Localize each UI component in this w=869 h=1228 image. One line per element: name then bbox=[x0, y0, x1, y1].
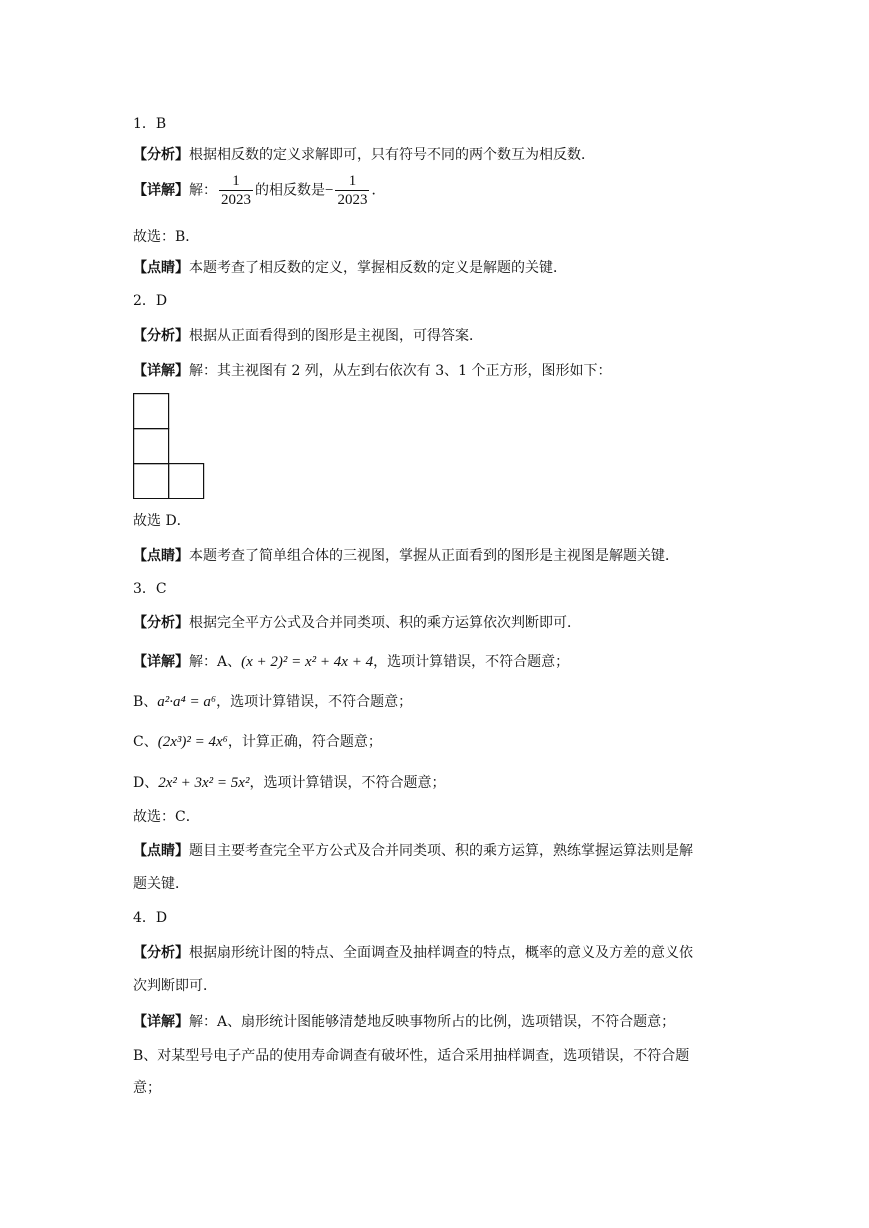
option-b-prefix: B、 bbox=[133, 694, 158, 710]
front-view-figure bbox=[133, 393, 205, 499]
analysis-text: 根据从正面看得到的图形是主视图，可得答案． bbox=[189, 328, 483, 344]
comment-tag: 【点睛】 bbox=[133, 548, 189, 564]
option-d-result: ，选项计算错误，不符合题意； bbox=[249, 775, 446, 791]
q4-option-b: B、对某型号电子产品的使用寿命调查有破坏性，适合采用抽样调查，选项错误，不符合题 bbox=[133, 1048, 690, 1064]
q3-detail-c bbox=[133, 732, 382, 752]
detail-prefix: 解： bbox=[189, 182, 217, 199]
comment-text: 本题考查了相反数的定义，掌握相反数的定义是解题的关键． bbox=[189, 260, 567, 276]
option-c-result: ，计算正确，符合题意； bbox=[227, 734, 382, 750]
square-top bbox=[134, 394, 169, 429]
q2-title: 2．D bbox=[133, 293, 168, 309]
analysis-text: 根据完全平方公式及合并同类项、积的乘方运算依次判断即可． bbox=[189, 615, 581, 631]
q3-comment-cont: 题关键． bbox=[133, 876, 189, 892]
detail-prefix: 解：A、 bbox=[189, 654, 242, 670]
fraction-denominator: 2023 bbox=[337, 192, 368, 208]
option-c-expression: (2x³)² = 4x⁶ bbox=[157, 734, 228, 750]
q3-detail-a bbox=[133, 652, 569, 672]
fraction bbox=[219, 172, 253, 209]
q1-title: 1．B bbox=[133, 116, 167, 132]
q4-option-b-cont: 意； bbox=[133, 1080, 161, 1096]
analysis-tag: 【分析】 bbox=[133, 328, 189, 344]
q2-detail bbox=[133, 361, 612, 381]
option-c-prefix: C、 bbox=[133, 734, 158, 750]
q1-detail bbox=[133, 172, 385, 209]
q3-title: 3．C bbox=[133, 581, 167, 597]
option-b-expression: a²·a⁴ = a⁶ bbox=[157, 694, 217, 710]
square-bottom-left bbox=[134, 464, 169, 499]
detail-tag: 【详解】 bbox=[133, 654, 189, 670]
q2-choice: 故选 D． bbox=[133, 513, 191, 529]
option-a-expression: (x + 2)² = x² + 4x + 4 bbox=[241, 654, 374, 670]
comment-tag: 【点睛】 bbox=[133, 260, 189, 276]
q3-detail-b bbox=[133, 692, 412, 712]
q1-analysis bbox=[133, 145, 595, 165]
square-bottom-right bbox=[169, 464, 204, 499]
detail-text: 解：A、扇形统计图能够清楚地反映事物所占的比例，选项错误，不符合题意； bbox=[189, 1014, 676, 1030]
analysis-tag: 【分析】 bbox=[133, 945, 189, 961]
comment-tag: 【点睛】 bbox=[133, 843, 189, 859]
q3-detail-d bbox=[133, 773, 445, 793]
fraction-numerator: 1 bbox=[348, 173, 357, 189]
detail-tag: 【详解】 bbox=[133, 363, 189, 379]
option-d-expression: 2x² + 3x² = 5x² bbox=[158, 775, 250, 791]
q4-analysis-cont: 次判断即可． bbox=[133, 978, 217, 994]
fraction-numerator: 1 bbox=[232, 173, 240, 189]
comment-text: 本题考查了简单组合体的三视图，掌握从正面看到的图形是主视图是解题关键． bbox=[189, 548, 679, 564]
negative-sign: − bbox=[325, 182, 334, 199]
comment-text: 题目主要考查完全平方公式及合并同类项、积的乘方运算，熟练掌握运算法则是解 bbox=[189, 843, 693, 859]
analysis-text: 根据扇形统计图的特点、全面调查及抽样调查的特点，概率的意义及方差的意义依 bbox=[189, 945, 693, 961]
analysis-tag: 【分析】 bbox=[133, 615, 189, 631]
q3-analysis bbox=[133, 613, 581, 633]
q4-detail bbox=[133, 1012, 675, 1032]
analysis-text: 根据相反数的定义求解即可，只有符号不同的两个数互为相反数． bbox=[189, 147, 595, 163]
q2-analysis bbox=[133, 326, 483, 346]
detail-mid: 的相反数是 bbox=[255, 182, 325, 199]
square-middle bbox=[134, 429, 169, 464]
q1-choice: 故选：B． bbox=[133, 229, 200, 245]
q3-choice: 故选：C． bbox=[133, 809, 200, 825]
q1-comment bbox=[133, 258, 567, 278]
detail-tag: 【详解】 bbox=[133, 1014, 189, 1030]
option-b-result: ，选项计算错误，不符合题意； bbox=[216, 694, 413, 710]
q2-comment bbox=[133, 546, 679, 566]
analysis-tag: 【分析】 bbox=[133, 147, 189, 163]
option-a-result: ，选项计算错误，不符合题意； bbox=[373, 654, 570, 670]
detail-end: ． bbox=[371, 182, 386, 199]
q4-analysis bbox=[133, 943, 693, 963]
fraction-denominator: 2023 bbox=[221, 192, 251, 208]
detail-text: 解：其主视图有 2 列，从左到右依次有 3、1 个正方形，图形如下： bbox=[189, 363, 612, 379]
q4-title: 4．D bbox=[133, 910, 168, 926]
option-d-prefix: D、 bbox=[133, 775, 159, 791]
detail-tag: 【详解】 bbox=[133, 182, 189, 199]
q3-comment bbox=[133, 841, 693, 861]
fraction-negative bbox=[335, 172, 369, 209]
